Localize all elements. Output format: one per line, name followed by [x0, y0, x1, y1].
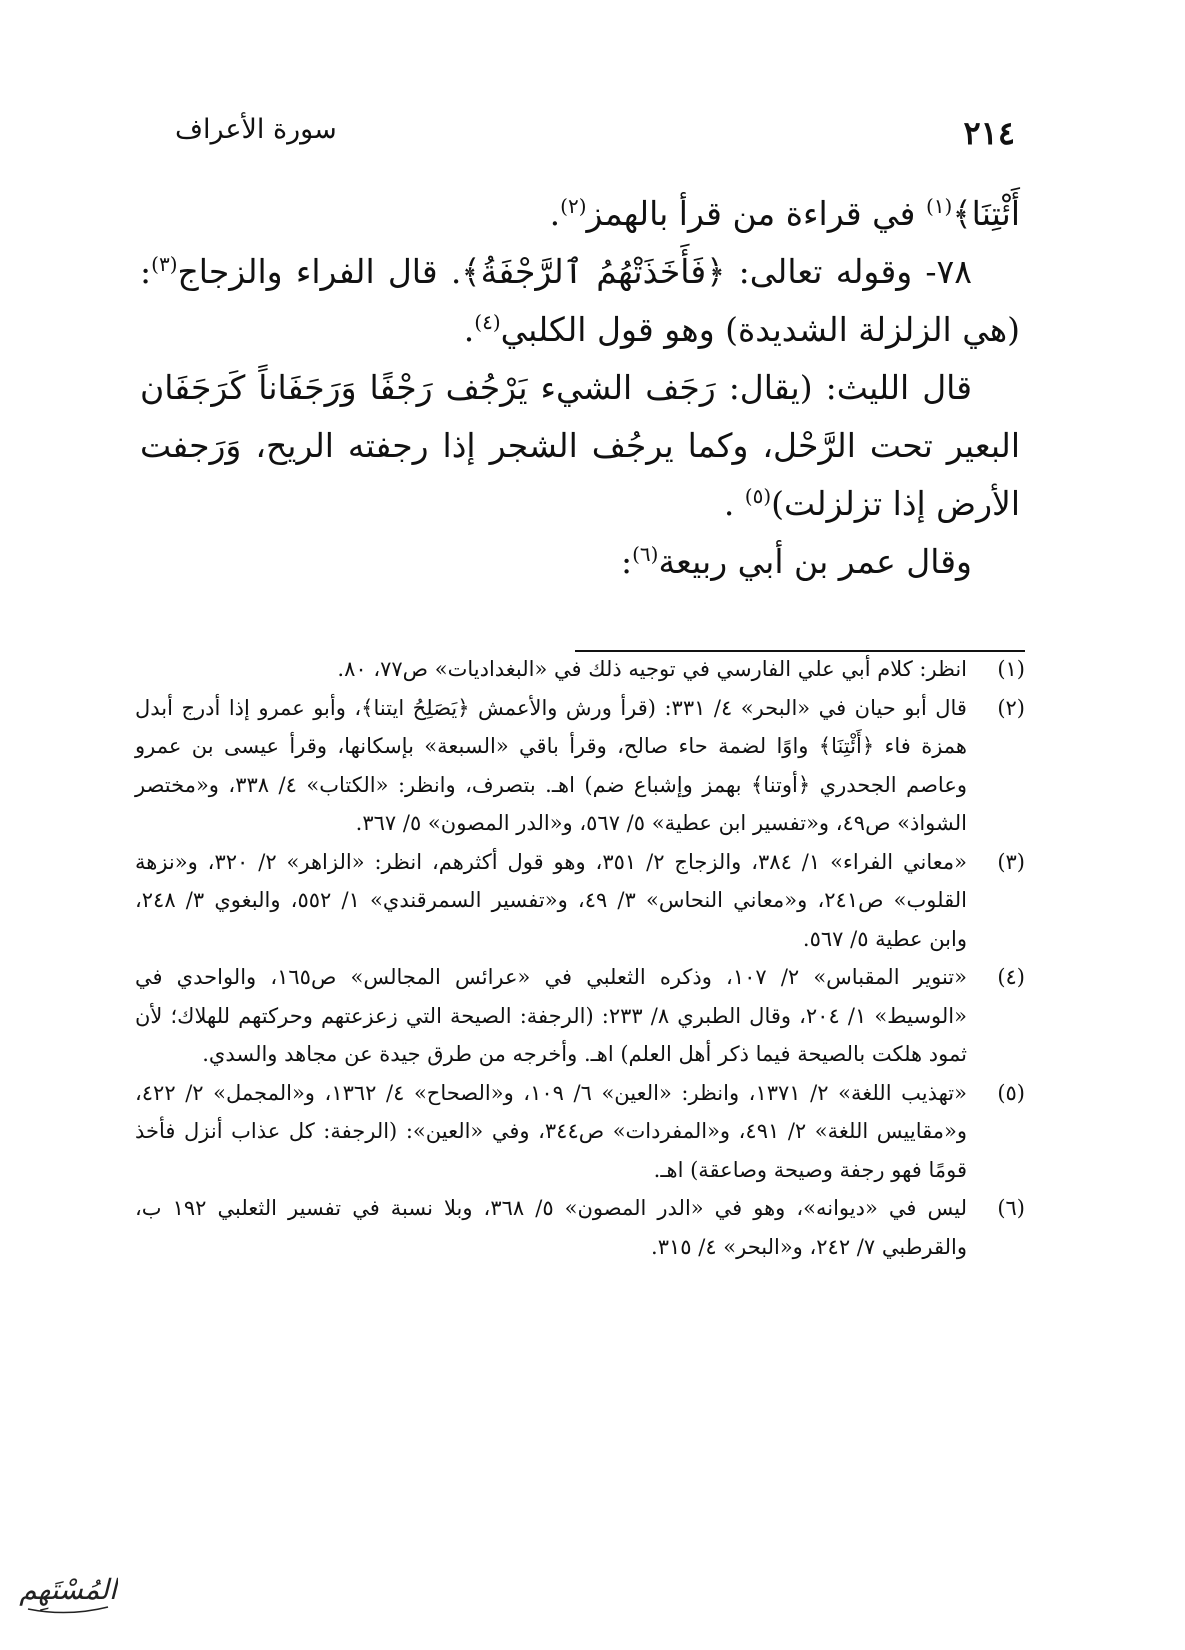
main-text-span: . [723, 484, 745, 523]
page-number: ٢١٤ [963, 114, 1015, 152]
footnote-ref-6: (٦) [632, 542, 659, 566]
main-text [140, 185, 1020, 591]
footnote-number: (٦) [997, 1196, 1025, 1220]
footnote-text: ليس في «ديوانه»، وهو في «الدر المصون» ٥/ ٣٦٨، وبلا نسبة في تفسير الثعلبي ١٩٢ ب، والقرطبي ٧/ ٢٤٢، و«البحر» ٤/ ٣١٥. [135, 1196, 967, 1259]
footnote [135, 650, 1025, 689]
footnote-number: (٤) [997, 965, 1025, 989]
main-text-span: . [463, 310, 475, 349]
footnote-number: (١) [997, 657, 1025, 681]
footnote-number: (٢) [997, 695, 1025, 720]
footnote-text: قال أبو حيان في «البحر» ٤/ ٣٣١: (قرأ ورش والأعمش ﴿يَصَلِحُ ايتنا﴾، وأبو عمرو إذا أدرج أبدل همزة فاء ﴿أَئْتِنَا﴾ واوًا لضمة حاء صالح، وقرأ باقي «السبعة» بإسكانها، وقرأ عيسى بن عمرو وعاصم الجحدري ﴿أوتنا﴾ بهمز وإشباع ضم) اهـ. بتصرف، وانظر: «الكتاب» ٤/ ٣٣٨، و«مختصر الشواذ» ص٤٩، و«تفسير ابن عطية» ٥/ ٥٦٧، و«الدر المصون» ٥/ ٣٦٧. [135, 695, 967, 835]
footnote [135, 1074, 1025, 1190]
footnote-text: انظر: كلام أبي علي الفارسي في توجيه ذلك في «البغداديات» ص٧٧، ٨٠. [337, 657, 967, 681]
footnotes [135, 650, 1025, 1266]
footnote-ref-1: (١) [925, 194, 953, 218]
paragraph-laith [140, 359, 1020, 533]
publisher-stamp-logo [18, 1565, 118, 1627]
footnote-number: (٥) [997, 1080, 1025, 1105]
footnote-number: (٣) [997, 849, 1025, 874]
main-text-span: في قراءة من قرأ بالهمز [586, 194, 926, 233]
paragraph-omar [140, 533, 1020, 591]
footnote-ref-2: (٢) [560, 194, 587, 218]
main-text-span: قال الليث: (يقال: رَجَف الشيء يَرْجُف رَجْفًا وَرَجَفَاناً كَرَجَفَان البعير تحت الرَّحْل، وكما يرجُف الشجر إذا رجفته الريح، وَرَجفت الأرض إذا تزلزلت) [140, 368, 1020, 523]
footnote-ref-3: (٣) [151, 252, 178, 276]
footnote-text: «معاني الفراء» ١/ ٣٨٤، والزجاج ٢/ ٣٥١، وهو قول أكثرهم، انظر: «الزاهر» ٢/ ٣٢٠، و«نزهة القلوب» ص٢٤١، و«معاني النحاس» ٣/ ٤٩، و«تفسير السمرقندي» ١/ ٥٥٢، والبغوي ٣/ ٢٤٨، وابن عطية ٥/ ٥٦٧. [135, 849, 968, 951]
main-text-span: وقال عمر بن أبي ربيعة [658, 542, 972, 581]
main-text-span: : (هي الزلزلة الشديدة) وهو قول الكلبي [140, 252, 1020, 349]
main-text-span: ٧٨- وقوله تعالى: ﴿فَأَخَذَتْهُمُ ٱلرَّجْفَةُ﴾. قال الفراء والزجاج [177, 252, 972, 291]
main-text-span: : [620, 542, 633, 581]
footnote [135, 843, 1025, 959]
footnote-ref-4: (٤) [474, 310, 501, 334]
main-text-span: . [549, 194, 561, 233]
footnote [135, 689, 1025, 843]
stamp-calligraphy: المُسْتَهِم [19, 1573, 117, 1606]
footnote-text: «تهذيب اللغة» ٢/ ١٣٧١، وانظر: «العين» ٦/ ١٠٩، و«الصحاح» ٤/ ١٣٦٢، و«المجمل» ٢/ ٤٢٢، و«مقاييس اللغة» ٢/ ٤٩١، و«المفردات» ص٣٤٤، وفي «العين»: (الرجفة: كل عذاب أنزل فأخذ قومًا فهو رجفة وصيحة وصاعقة) اهـ. [135, 1080, 967, 1182]
footnote-ref-5: (٥) [744, 484, 772, 508]
footnote [135, 1189, 1025, 1266]
stamp-flourish [28, 1607, 108, 1613]
footnote-text: «تنوير المقباس» ٢/ ١٠٧، وذكره الثعلبي في «عرائس المجالس» ص١٦٥، والواحدي في «الوسيط» ١/ ٢٠٤، وقال الطبري ٨/ ٢٣٣: (الرجفة: الصيحة التي زعزعتهم وحركتهم للهلاك؛ لأن ثمود هلكت بالصيحة فيما ذكر أهل العلم) اهـ. وأخرجه من طرق جيدة عن مجاهد والسدي. [135, 965, 967, 1066]
paragraph-78 [140, 243, 1020, 359]
main-line-1 [140, 185, 1020, 243]
quran-fragment: أَئْتِنَا﴾ [952, 194, 1020, 233]
surah-title: سورة الأعراف [175, 114, 337, 145]
footnote [135, 958, 1025, 1074]
